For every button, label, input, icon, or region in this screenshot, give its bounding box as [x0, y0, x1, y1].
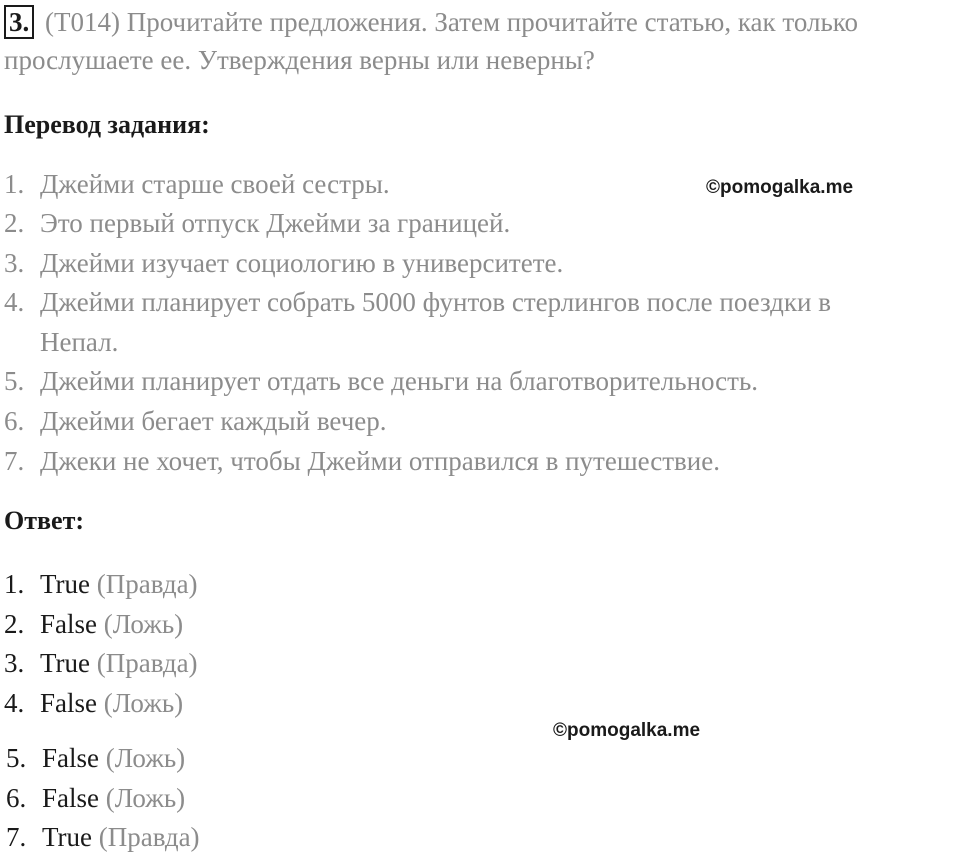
list-item: 1. Джейми старше своей сестры. — [4, 169, 390, 199]
list-item: 5. Джейми планирует отдать все деньги на благотворительность. — [4, 366, 759, 396]
answer-row: 2. False (Ложь) — [4, 609, 184, 639]
task-instruction-line2: прослушаете ее. Утверждения верны или неверны? — [4, 45, 595, 75]
answer-row: 4. False (Ложь) — [4, 688, 184, 718]
list-item: 2. Это первый отпуск Джейми за границей. — [4, 208, 511, 238]
answer-row: 5. False (Ложь) — [6, 743, 186, 773]
task-instruction-line1: (T014) Прочитайте предложения. Затем прочитайте статью, как только — [45, 7, 859, 37]
answer-row: 3. True (Правда) — [4, 648, 198, 678]
watermark-text: ©pomogalka.me — [706, 177, 854, 198]
list-item: 4. Джейми планирует собрать 5000 фунтов стерлингов после поездки в — [4, 287, 831, 317]
answer-row: 6. False (Ложь) — [6, 783, 186, 813]
translation-heading: Перевод задания: — [4, 110, 210, 139]
answer-heading: Ответ: — [4, 506, 85, 535]
list-item: 6. Джейми бегает каждый вечер. — [4, 406, 387, 436]
answer-row: 1. True (Правда) — [4, 569, 198, 599]
answer-row: 7. True (Правда) — [6, 822, 200, 852]
list-item-continuation: Непал. — [40, 327, 119, 357]
list-item: 7. Джеки не хочет, чтобы Джейми отправился в путешествие. — [4, 446, 720, 476]
list-item: 3. Джейми изучает социологию в университете. — [4, 248, 564, 278]
task-header — [4, 4, 858, 40]
task-number: 3. — [4, 5, 34, 39]
watermark-text: ©pomogalka.me — [553, 720, 701, 741]
